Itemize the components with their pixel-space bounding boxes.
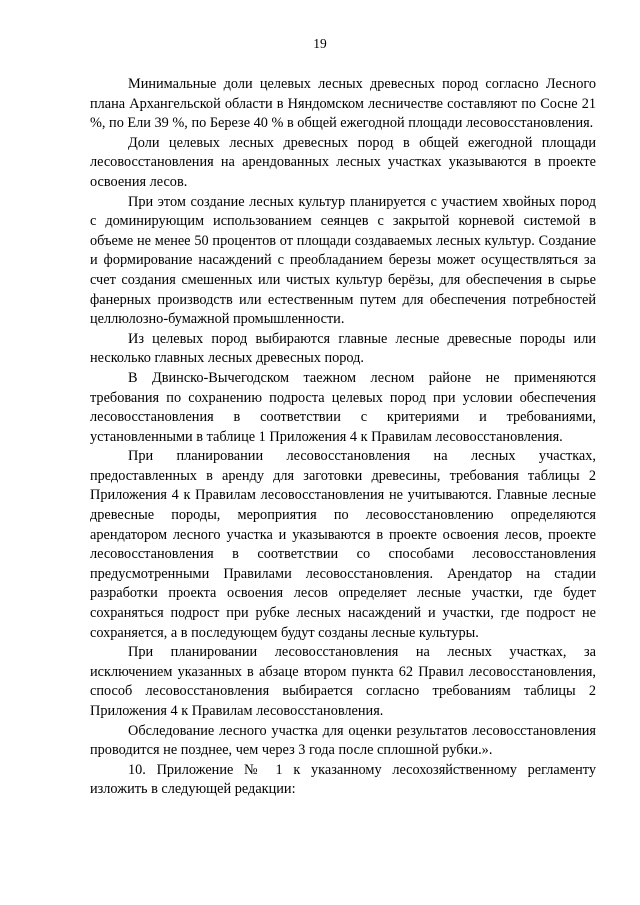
paragraph-shares-leased: Доли целевых лесных древесных пород в общей ежегодной площади лесовосстановления на арендованных лесных участках указываются в проекте освоения лесов. xyxy=(90,134,596,190)
paragraph-leased-planning: При планировании лесовосстановления на лесных участках, предоставленных в аренду для заготовки древесины, требования таблицы 2 Приложения 4 к Правилам лесовосстановления не учитываются. Главные лесные древесные породы, мероприятия по лесовосстановлению определяются арендатором лесного участка и указываются в проекте освоения лесов, проекте лесовосстановления в соответствии со способами лесовосстановления предусмотренными Правилами лесовосстановления. Арендатор на стадии разработки проекта освоения лесов определяет лесные участки, где будет сохраняться подрост при рубке лесных насаждений и участки, где подрост не сохраняется, а в последующем будут созданы лесные культуры. xyxy=(90,448,596,641)
paragraph-item-10: 10. Приложение № 1 к указанному лесохозяйственному регламенту изложить в следующей редакции: xyxy=(90,761,596,798)
paragraph-other-planning: При планировании лесовосстановления на лесных участках, за исключением указанных в абзаце втором пункта 62 Правил лесовосстановления, способ лесовосстановления выбирается согласно требованиям таблицы 2 Приложения 4 к Правилам лесовосстановления. xyxy=(90,644,596,719)
page-number: 19 xyxy=(313,36,327,51)
paragraph-forest-cultures: При этом создание лесных культур планируется с участием хвойных пород с доминирующим использованием сеянцев с закрытой корневой системой в объеме не менее 50 процентов от площади создаваемых лесных культур. Создание и формирование насаждений с преобладанием березы может осуществляться за счет создания смешенных или чистых культур берёзы, для обеспечения в сырье фанерных производств или естественным путем для обеспечения потребностей целлюлозно-бумажной промышленности. xyxy=(90,193,596,328)
paragraph-min-shares: Минимальные доли целевых лесных древесных пород согласно Лесного плана Архангельской области в Няндомском лесничестве составляют по Сосне 21 %, по Ели 39 %, по Березе 40 % в общей ежегодной площади лесовосстановления. xyxy=(90,76,596,132)
paragraph-main-species: Из целевых пород выбираются главные лесные древесные породы или несколько главных лесных древесных пород. xyxy=(90,330,596,367)
document-body xyxy=(90,75,596,800)
paragraph-undergrowth: В Двинско-Вычегодском таежном лесном районе не применяются требования по сохранению подроста целевых пород при условии обеспечения лесовосстановления в соответствии с критериями и требованиями, установленными в таблице 1 Приложения 4 к Правилам лесовосстановления. xyxy=(90,369,596,445)
paragraph-inspection: Обследование лесного участка для оценки результатов лесовосстановления проводится не позднее, чем через 3 года после сплошной рубки.». xyxy=(90,722,596,759)
